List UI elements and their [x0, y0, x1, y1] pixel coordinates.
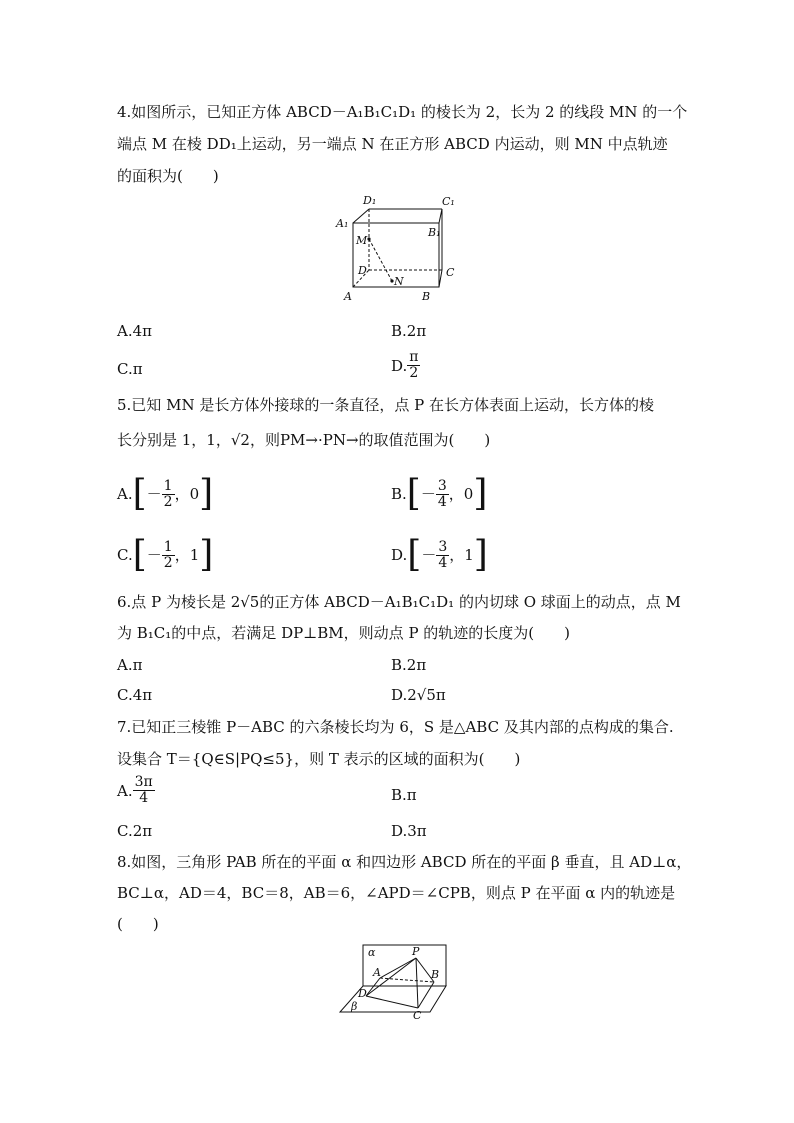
q5-option-b	[391, 473, 488, 514]
option-prefix: A.	[117, 485, 133, 503]
q4-option-d	[391, 350, 420, 381]
q8-line-1: 8.如图，三角形 PAB 所在的平面 α 和四边形 ABCD 所在的平面 β 垂直，且 AD⊥α，	[117, 853, 692, 871]
q4-line-2: 端点 M 在棱 DD₁上运动，另一端点 N 在正方形 ABCD 内运动，则 MN 中点轨迹	[117, 135, 668, 153]
label-c: C	[446, 266, 455, 279]
q6-line-1: 6.点 P 为棱长是 2√5的正方体 ABCD－A₁B₁C₁D₁ 的内切球 O 球面上的动点，点 M	[117, 593, 681, 611]
q4-option-a: A.4π	[117, 322, 153, 340]
right-bracket: ]	[199, 534, 214, 575]
fraction	[162, 540, 175, 571]
q7-option-c: C.2π	[117, 822, 153, 840]
label-m: M	[356, 234, 368, 247]
right-bracket: ]	[473, 473, 488, 514]
option-prefix: A.	[117, 781, 133, 800]
right-bracket: ]	[473, 534, 488, 575]
q4-option-c: C.π	[117, 360, 143, 378]
q7-option-b: B.π	[391, 786, 417, 804]
interval-end: ，0	[174, 485, 200, 503]
fraction-numerator: 3π	[134, 774, 153, 790]
q7-option-d: D.3π	[391, 822, 427, 840]
label-b1: B₁	[428, 226, 441, 239]
q8-line-2: BC⊥α，AD＝4，BC＝8，AB＝6，∠APD＝∠CPB，则点 P 在平面 α 内的轨迹是	[117, 884, 676, 902]
fraction-denominator: 4	[438, 554, 448, 571]
segment-mn	[369, 239, 392, 281]
left-bracket: [	[406, 473, 421, 514]
label-n: N	[394, 275, 404, 288]
left-bracket: [	[132, 473, 147, 514]
label-c1: C₁	[442, 195, 455, 208]
label-a: A	[344, 290, 352, 303]
q6-option-a: A.π	[117, 656, 143, 674]
left-bracket: [	[407, 534, 422, 575]
option-prefix: C.	[117, 546, 133, 564]
q4-option-b: B.2π	[391, 322, 427, 340]
q5-line-2: 长分别是 1，1，√2，则PM→·PN→的取值范围为( )	[117, 431, 491, 449]
left-bracket: [	[132, 534, 147, 575]
fraction-numerator: 1	[163, 538, 173, 555]
q4-line-3: 的面积为( )	[117, 167, 219, 185]
fraction-numerator: 1	[163, 477, 173, 494]
fraction	[436, 540, 449, 571]
label-b: B	[422, 290, 431, 303]
label-p: P	[412, 945, 420, 958]
q6-option-b: B.2π	[391, 656, 427, 674]
label-b: B	[431, 968, 440, 981]
label-c: C	[413, 1009, 422, 1020]
minus-sign: －	[420, 485, 436, 503]
q4-option-d-fraction	[407, 350, 420, 381]
q7-line-1: 7.已知正三棱锥 P－ABC 的六条棱长均为 6，S 是△ABC 及其内部的点构成的集合.	[117, 718, 674, 736]
label-a1: A₁	[336, 217, 349, 230]
q8-planes-figure	[336, 940, 461, 1020]
interval-end: ，1	[174, 546, 200, 564]
label-d: D	[358, 264, 367, 277]
fraction	[162, 479, 175, 510]
q4-line-1: 4.如图所示，已知正方体 ABCD－A₁B₁C₁D₁ 的棱长为 2，长为 2 的线段 MN 的一个	[117, 103, 688, 121]
fraction	[133, 775, 155, 806]
label-beta: β	[351, 1000, 358, 1013]
fraction-numerator: 3	[438, 538, 448, 555]
interval-end: ，1	[449, 546, 474, 564]
label-d: D	[358, 987, 367, 1000]
q5-option-d	[391, 534, 488, 575]
fraction-numerator: π	[409, 349, 419, 365]
fraction-denominator: 2	[163, 493, 173, 510]
q5-line-1: 5.已知 MN 是长方体外接球的一条直径，点 P 在长方体表面上运动，长方体的棱	[117, 396, 654, 414]
q7-option-a	[117, 775, 155, 806]
label-d1: D₁	[363, 194, 377, 207]
fraction-numerator: 3	[437, 477, 447, 494]
q4-option-d-prefix: D.	[391, 356, 408, 375]
fraction-denominator: 4	[437, 493, 447, 510]
fraction-denominator: 2	[409, 365, 419, 381]
fraction-denominator: 4	[139, 790, 149, 806]
q5-option-a	[117, 473, 214, 514]
minus-sign: －	[146, 546, 162, 564]
q4-cube-figure	[330, 192, 465, 307]
interval-end: ，0	[448, 485, 474, 503]
fraction	[436, 479, 449, 510]
option-prefix: B.	[391, 485, 407, 503]
q8-line-3: ( )	[117, 915, 159, 933]
q6-option-c: C.4π	[117, 686, 153, 704]
option-prefix: D.	[391, 546, 408, 564]
right-bracket: ]	[199, 473, 214, 514]
q6-line-2: 为 B₁C₁的中点，若满足 DP⊥BM，则动点 P 的轨迹的长度为( )	[117, 624, 571, 642]
q6-option-d: D.2√5π	[391, 686, 446, 704]
minus-sign: －	[146, 485, 162, 503]
q7-line-2: 设集合 T＝{Q∈S|PQ≤5}，则 T 表示的区域的面积为( )	[117, 750, 521, 768]
minus-sign: －	[421, 546, 437, 564]
label-a: A	[373, 966, 381, 979]
fraction-denominator: 2	[163, 554, 173, 571]
q5-option-c	[117, 534, 214, 575]
label-alpha: α	[368, 946, 376, 959]
point-m	[367, 237, 370, 240]
